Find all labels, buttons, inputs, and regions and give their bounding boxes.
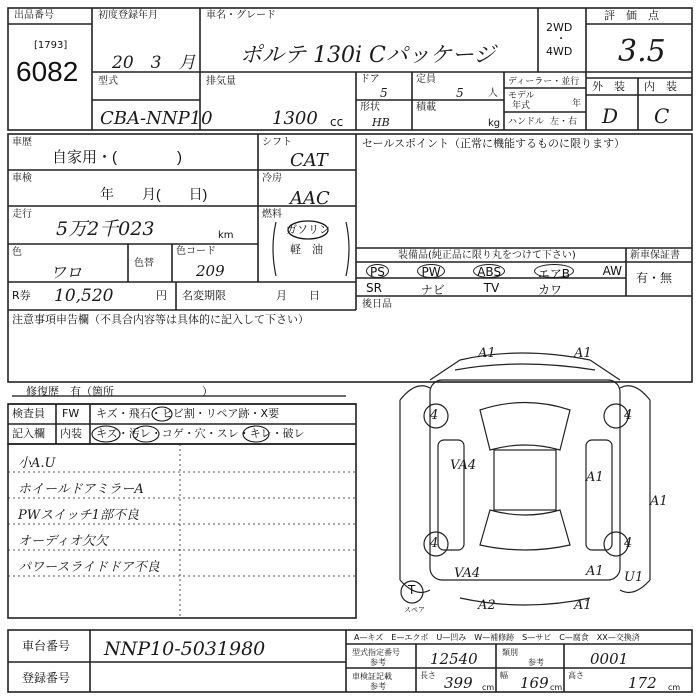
warranty-label: 新車保証書 — [630, 250, 680, 261]
name-change-value: 月 日 — [276, 289, 320, 302]
model-label: 型式 — [98, 76, 118, 87]
type-spec-value: 12540 — [430, 650, 478, 668]
drive-4wd: 4WD — [546, 45, 573, 58]
equipment-row-2 — [366, 281, 562, 295]
equipment-item: AW — [602, 264, 622, 278]
mark-left-door: VA4 — [450, 458, 477, 473]
equipment-item: SR — [366, 281, 382, 295]
equipment-item: ABS — [473, 264, 505, 278]
first-registration-value: 20 3 月 — [112, 53, 196, 73]
handle-value: 左・右 — [550, 117, 578, 127]
r-ticket-unit: 円 — [156, 289, 167, 302]
displacement-label: 排気量 — [206, 76, 236, 87]
class-value: 0001 — [590, 650, 629, 668]
equipment-item: TV — [483, 281, 500, 295]
fw-items: キズ・飛石・ヒビ割・リペア跡・X要 — [96, 407, 280, 420]
mileage-value: 5万2千023 — [56, 218, 155, 240]
width-value: 169 — [520, 674, 549, 692]
mark-rear-bumper-left: A2 — [478, 598, 496, 613]
score-value: 3.5 — [618, 34, 666, 69]
handle-label: ハンドル — [508, 117, 545, 127]
drive-dot: ・ — [556, 34, 566, 45]
capacity-unit: 人 — [488, 88, 498, 99]
mileage-unit: km — [218, 230, 234, 241]
equipment-item: PW — [417, 264, 444, 278]
score-label: 評 価 点 — [604, 9, 659, 22]
aircon-label: 冷房 — [262, 173, 282, 184]
interior-check-label: 内装 — [60, 427, 82, 440]
type-spec-sub: 参考 — [370, 658, 386, 667]
inspector-label-2: 記入欄 — [12, 427, 45, 440]
length-unit: cm — [482, 683, 495, 692]
inspector-circles — [90, 404, 290, 444]
repair-history-label: 修復歴 有（箇所 ） — [26, 385, 213, 398]
history-value: 自家用・( ) — [52, 149, 182, 166]
fw-label: FW — [62, 407, 80, 420]
handwritten-note: ホイールドアミラーA — [18, 482, 144, 497]
mark-front-left: A1 — [478, 346, 496, 361]
capacity-value: 5 — [456, 86, 464, 100]
interior-grade: C — [654, 104, 670, 128]
color-value: ワロ — [50, 263, 83, 282]
spare-tire-sub: スペア — [404, 606, 425, 614]
vehicle-size-sub: 参考 — [370, 682, 386, 691]
mark-front-right: A1 — [574, 346, 592, 361]
shaken-value: 年 月( 日) — [100, 186, 208, 202]
width-unit: cm — [550, 683, 563, 692]
model-year-unit: 年 — [572, 99, 582, 109]
equipment-item: カワ — [537, 283, 562, 297]
load-unit: kg — [488, 118, 501, 129]
height-value: 172 — [628, 674, 657, 692]
fuel-label: 燃料 — [262, 209, 282, 220]
vehicle-size-label: 車検証記載 — [352, 672, 392, 681]
color-code-label: 色コード — [176, 246, 216, 257]
height-label: 高さ — [568, 671, 584, 680]
exterior-grade: D — [602, 104, 619, 128]
equipment-label: 装備品(純正品に限り丸をつけて下さい) — [398, 250, 576, 261]
name-grade-label: 車名・グレード — [206, 10, 276, 21]
mark-right-side: A1 — [650, 494, 668, 509]
shape-value: HB — [372, 116, 390, 129]
handwritten-note: 小A.U — [18, 456, 56, 471]
shift-label: シフト — [262, 137, 292, 148]
mileage-label: 走行 — [12, 209, 32, 220]
height-unit: cm — [668, 683, 681, 692]
mark-tire-fr: 4 — [624, 408, 633, 423]
registration-number-label: 登録番号 — [22, 671, 71, 685]
damage-legend: A—キズ E—エクボ U—凹み W—補修跡 S—サビ C—腐食 XX—交換済 — [354, 633, 640, 642]
doors-value: 5 — [380, 86, 388, 100]
handwritten-note: オーディオ欠欠 — [18, 534, 108, 549]
doors-label: ドア — [360, 74, 380, 85]
first-registration-label: 初度登録年月 — [98, 10, 158, 21]
equipment-item: エアB — [534, 264, 574, 278]
drive-2wd: 2WD — [546, 21, 573, 34]
interior-label: 内 装 — [644, 80, 677, 93]
width-label: 幅 — [500, 671, 508, 680]
name-change-label: 名変期限 — [182, 289, 226, 302]
lot-number: 6082 — [16, 56, 79, 87]
color-code-value: 209 — [196, 262, 225, 280]
shift-value: CAT — [290, 150, 328, 171]
chassis-number-label: 車台番号 — [22, 639, 71, 653]
lot-sub-number: [1793] — [34, 40, 68, 51]
load-label: 積載 — [416, 102, 436, 113]
model-year-label: モデル — [508, 91, 535, 101]
color-change-label: 色替 — [134, 258, 154, 269]
handwritten-note: PWスイッチ1部不良 — [18, 508, 139, 523]
equipment-item: PS — [366, 264, 389, 278]
sales-point-label: セールスポイント（正常に機能するものに限ります） — [362, 137, 626, 150]
r-ticket-label: R券 — [12, 289, 31, 302]
r-ticket-value: 10,520 — [54, 286, 114, 306]
chassis-number-value: NNP10-5031980 — [104, 638, 266, 660]
shape-label: 形状 — [360, 102, 380, 113]
type-spec-label: 型式指定番号 — [352, 648, 400, 657]
exterior-label: 外 装 — [592, 80, 625, 93]
interior-check-items: キズ・汚レ・コゲ・穴・スレ・キレ・破レ — [96, 427, 305, 440]
aircon-value: AAC — [290, 188, 330, 209]
capacity-label: 定員 — [416, 74, 436, 85]
fuel-bracket-icon — [268, 218, 354, 280]
length-value: 399 — [444, 674, 473, 692]
length-label: 長さ — [420, 671, 436, 680]
lot-number-label: 出品番号 — [14, 10, 54, 21]
equipment-row-1 — [366, 264, 622, 281]
handwritten-note: パワースライドドア不良 — [18, 560, 160, 575]
history-label: 車歴 — [12, 137, 32, 148]
notes-label: 注意事項申告欄（不具合内容等は具体的に記入して下さい） — [12, 313, 309, 326]
model-value: CBA-NNP10 — [100, 108, 213, 129]
model-year-sub: 年式 — [512, 101, 531, 111]
class-label: 類別 — [502, 648, 518, 657]
name-grade-value: ポルテ 130i Cパッケージ — [240, 43, 496, 68]
displacement-unit: cc — [330, 115, 344, 129]
mark-tire-rr: 4 — [624, 536, 633, 551]
mark-rear-right-u: U1 — [624, 570, 644, 585]
mark-rear-right: A1 — [586, 564, 604, 579]
inspector-label-1: 検査員 — [12, 407, 45, 420]
dealer-label: ディーラー・並行 — [508, 77, 580, 87]
warranty-value: 有・無 — [636, 271, 673, 285]
mark-tire-rl: 4 — [430, 536, 439, 551]
mark-rear-left: VA4 — [454, 566, 481, 581]
color-label: 色 — [12, 247, 22, 258]
fuel-diesel: 軽 油 — [290, 243, 323, 256]
fuel-gasoline: ガソリン — [286, 223, 330, 236]
spare-tire-label: T — [408, 583, 416, 597]
mark-right-door: A1 — [586, 470, 604, 485]
class-sub: 参考 — [528, 658, 544, 667]
equipment-item: ナビ — [420, 283, 445, 297]
mark-tire-fl: 4 — [430, 408, 439, 423]
rear-seat-label: 後日品 — [362, 299, 392, 310]
mark-rear-bumper-right: A1 — [574, 598, 592, 613]
shaken-label: 車検 — [12, 173, 32, 184]
displacement-value: 1300 — [272, 108, 318, 129]
